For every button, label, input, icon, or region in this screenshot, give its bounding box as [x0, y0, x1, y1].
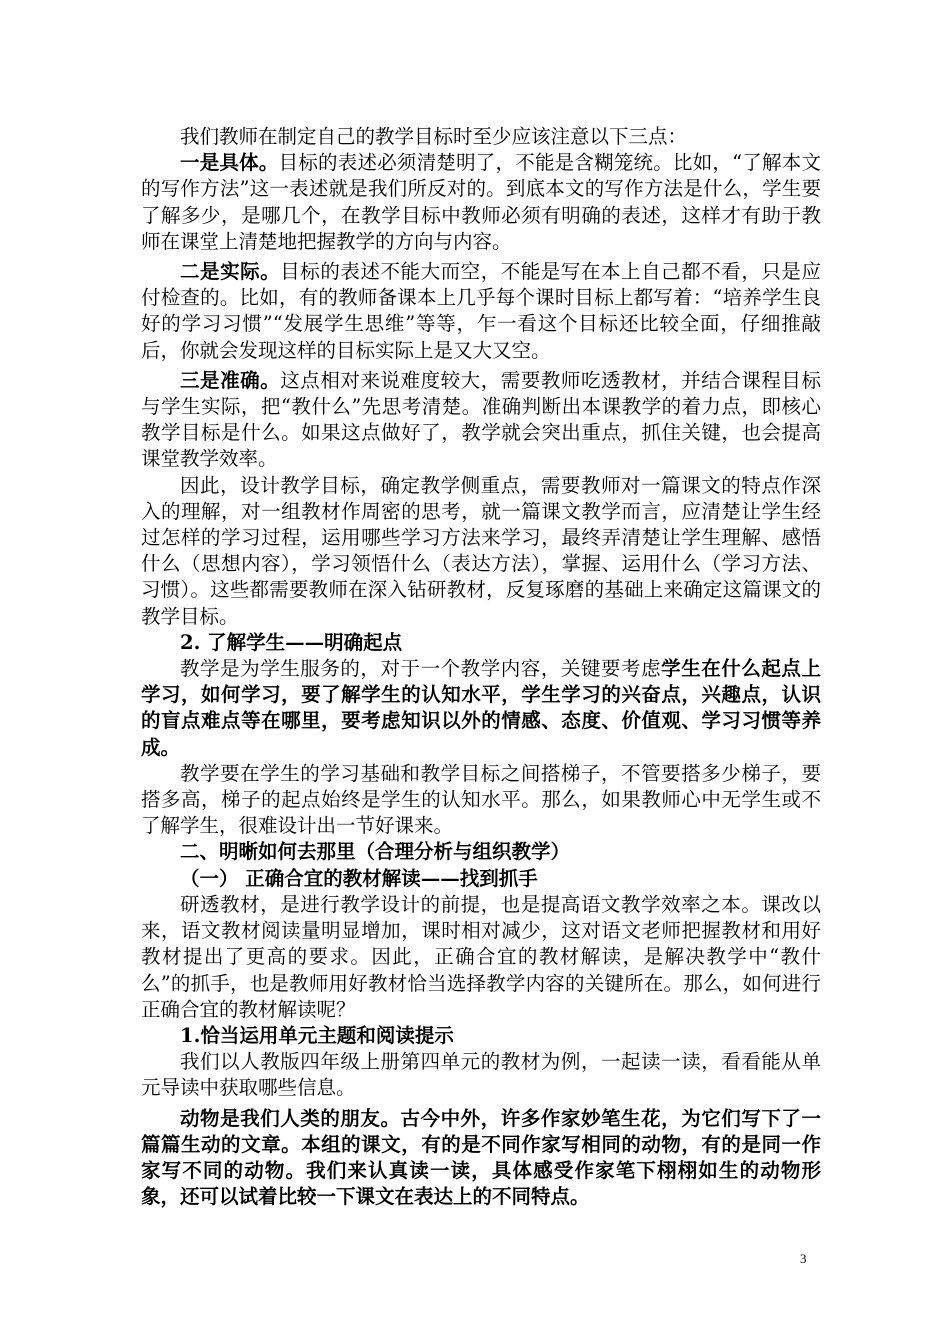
- heading-subsection-one: （一） 正确合宜的教材解读——找到抓手: [180, 866, 538, 890]
- paragraph-accurate: [141, 368, 821, 473]
- paragraph-study-materials: 研透教材，是进行教学设计的前提，也是提高语文教学效率之本。课改以来，语文教材阅读量明显增加，课时相对减少，这对语文老师把握教材和用好教材提出了更高的要求。因此，正确合宜的教材解读，是解决教学中“教什么”的抓手，也是教师用好教材恰当选择教学内容的关键所在。那么，如何进行正确合宜的教材解读呢？: [141, 892, 821, 1021]
- page-number: 3: [800, 1251, 807, 1266]
- paragraph-specific: [141, 150, 821, 255]
- paragraph-teaching-service: [141, 656, 821, 761]
- point-lead-accurate: 三是准确。: [180, 368, 281, 392]
- paragraph-intro: 我们教师在制定自己的教学目标时至少应该注意以下三点：: [180, 125, 688, 148]
- paragraph-unit-guide-quote: 动物是我们人类的朋友。古今中外，许多作家妙笔生花，为它们写下了一篇篇生动的文章。本组的课文，有的是不同作家写相同的动物，有的是同一作家写不同的动物。我们来认真读一读，具体感受作家笔下栩栩如生的动物形象，还可以试着比较一下课文在表达上的不同特点。: [141, 1106, 821, 1209]
- point-body-accurate: 这点相对来说难度较大，需要教师吃透教材，并结合课程目标与学生实际，把“教什么”先思考清楚。准确判断出本课教学的着力点，即核心教学目标是什么。如果这点做好了，教学就会突出重点，抓住关键，也会提高课堂教学效率。: [141, 368, 821, 471]
- paragraph-example: 我们以人教版四年级上册第四单元的教材为例，一起读一读，看看能从单元导读中获取哪些信息。: [141, 1050, 821, 1100]
- paragraph-conclusion: 因此，设计教学目标，确定教学侧重点，需要教师对一篇课文的特点作深入的理解，对一组教材作周密的思考，就一篇课文教学而言，应清楚让学生经过怎样的学习过程，运用哪些学习方法来学习，最终弄清楚让学生理解、感悟什么（思想内容），学习领悟什么（表达方法），掌握、运用什么（学习方法、习惯）。这些都需要教师在深入钻研教材，反复琢磨的基础上来确定这篇课文的教学目标。: [141, 473, 821, 628]
- point-body-practical: 目标的表述不能大而空，不能是写在本上自己都不看，只是应付检查的。比如，有的教师备课本上几乎每个课时目标上都写着：“培养学生良好的学习习惯”“发展学生思维”等等，乍一看这个目标还比较全面，仔细推敲后，你就会发现这样的目标实际上是又大又空。: [141, 260, 821, 362]
- paragraph-teaching-service-bold: 学生在什么起点上学习，如何学习，要了解学生的认知水平，学生学习的兴奋点，兴趣点，认识的盲点难点等在哪里，要考虑知识以外的情感、态度、价值观、学习习惯等养成。: [141, 657, 821, 759]
- heading-unit-theme: 1.恰当运用单元主题和阅读提示: [180, 1023, 454, 1047]
- paragraph-practical: [141, 259, 821, 364]
- document-body: [141, 124, 821, 1210]
- heading-section-two: 二、明晰如何去那里（合理分析与组织教学）: [180, 840, 571, 864]
- paragraph-ladder: 教学要在学生的学习基础和教学目标之间搭梯子，不管要搭多少梯子，要搭多高，梯子的起点始终是学生的认知水平。那么，如果教师心中无学生或不了解学生，很难设计出一节好课来。: [141, 761, 821, 838]
- point-body-specific: 目标的表述必须清楚明了，不能是含糊笼统。比如，“了解本文的写作方法”这一表述就是我们所反对的。到底本文的写作方法是什么，学生要了解多少，是哪几个，在教学目标中教师必须有明确的表述，这样才有助于教师在课堂上清楚地把握教学的方向与内容。: [141, 151, 821, 253]
- heading-know-students: 2. 了解学生——明确起点: [180, 630, 403, 654]
- paragraph-teaching-service-plain: 教学是为学生服务的，对于一个教学内容，关键要考虑: [180, 657, 662, 681]
- point-lead-practical: 二是实际。: [180, 260, 281, 284]
- point-lead-specific: 一是具体。: [180, 151, 279, 175]
